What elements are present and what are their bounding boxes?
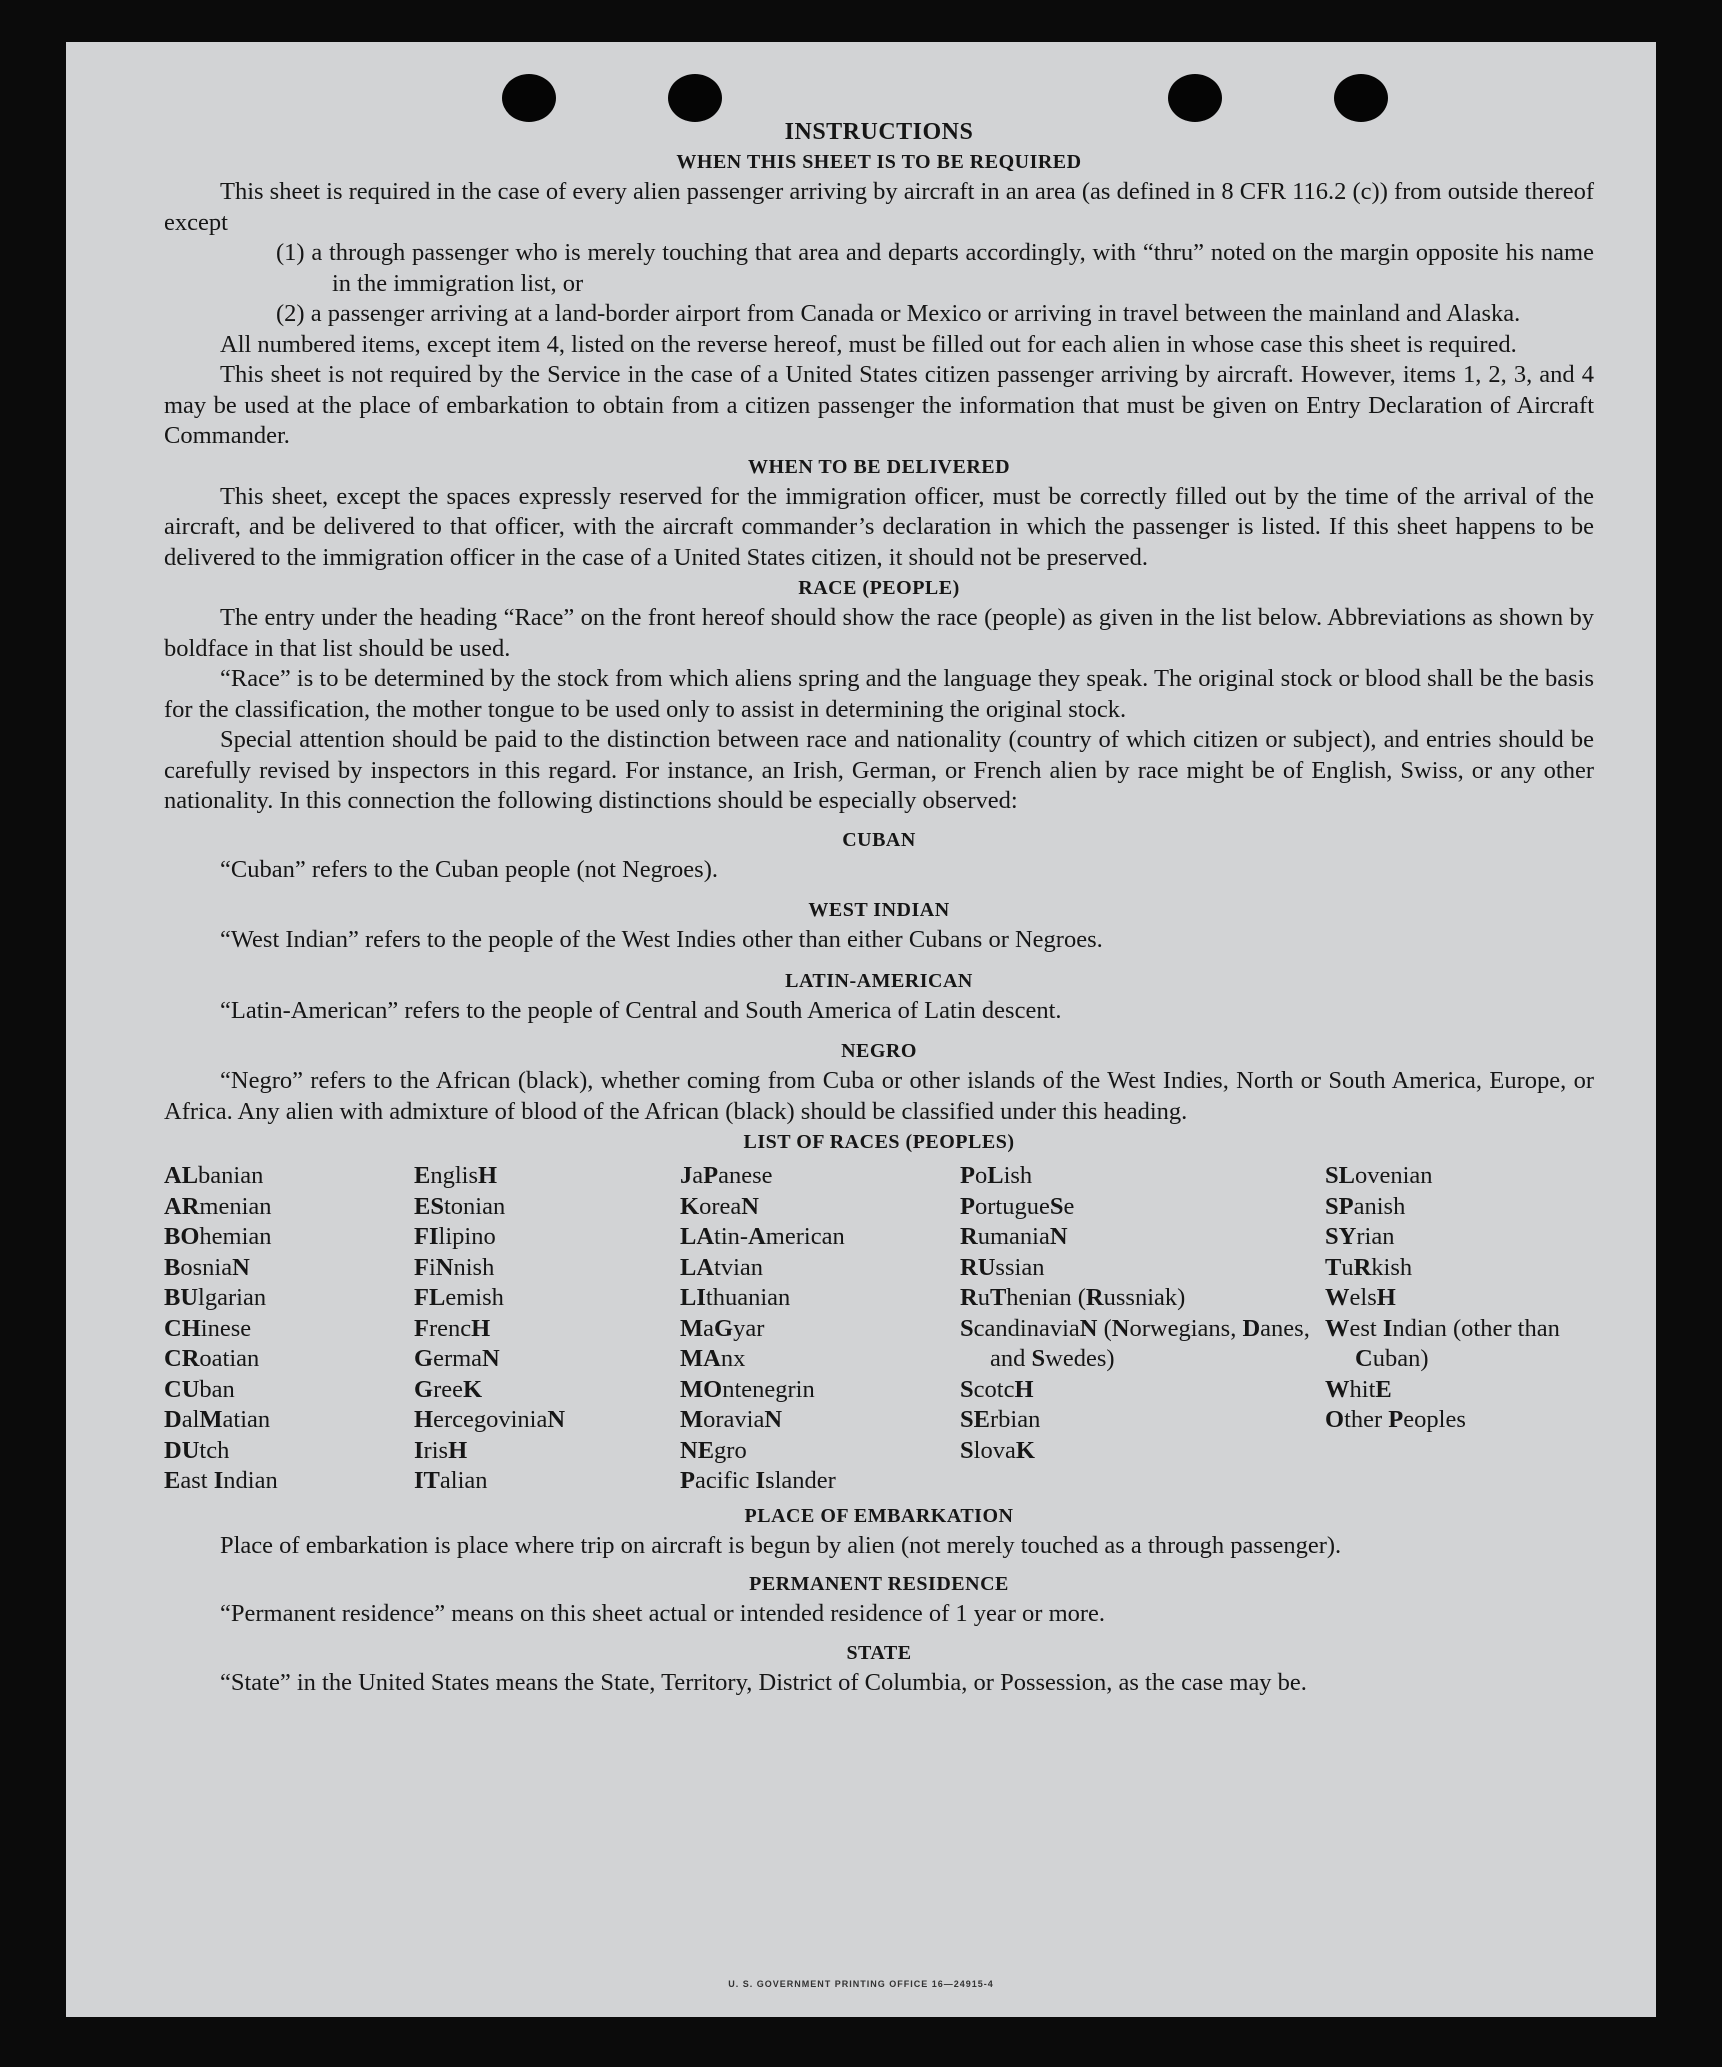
- race-entry: FIlipino: [414, 1223, 496, 1250]
- race-entry: GreeK: [414, 1375, 483, 1403]
- race-entry: East Indian: [164, 1467, 278, 1494]
- punch-hole: [668, 74, 722, 122]
- list-item: (2) a passenger arriving at a land-border airport from Canada or Mexico or arriving in travel between the mainland and Alaska.: [276, 300, 1521, 327]
- paragraph: The entry under the heading “Race” on the front hereof should show the race (people) as given in the list below. Abbreviations as shown by boldface in that list should be used.: [164, 604, 1594, 662]
- race-entry: SYrian: [1325, 1223, 1395, 1250]
- paragraph: “West Indian” refers to the people of the West Indies other than either Cubans or Negroes.: [220, 926, 1103, 953]
- race-entry: West Indian (other than Cuban): [1325, 1314, 1560, 1372]
- race-column: [1325, 1161, 1594, 1497]
- race-entry: CRoatian: [164, 1345, 260, 1372]
- race-list: [164, 1161, 1594, 1497]
- document-sheet: [66, 42, 1656, 2017]
- race-entry: MOntenegrin: [680, 1375, 815, 1403]
- race-entry: DUtch: [164, 1436, 230, 1464]
- paragraph: This sheet, except the spaces expressly reserved for the immigration officer, must be correctly filled out by the time of the arrival of the aircraft, and be delivered to that officer, with the aircraft commander’s declaration in which the passenger is listed. If this sheet happens to be delivered to the immigration officer in the case of a United States citizen, it should not be preserved.: [164, 482, 1594, 571]
- race-entry: FiNnish: [414, 1253, 495, 1281]
- race-entry: BOhemian: [164, 1223, 272, 1250]
- section-heading: PERMANENT RESIDENCE: [749, 1573, 1009, 1595]
- race-entry: DalMatian: [164, 1406, 271, 1433]
- race-entry: SLovenian: [1325, 1162, 1433, 1189]
- race-entry: KoreaN: [680, 1192, 759, 1220]
- race-entry: LAtin-American: [680, 1223, 845, 1250]
- race-entry: ARmenian: [164, 1192, 272, 1220]
- race-entry: TuRkish: [1325, 1253, 1413, 1281]
- race-entry: FrencH: [414, 1314, 491, 1342]
- section-heading: RACE (PEOPLE): [798, 577, 960, 599]
- list-item: (1) a through passenger who is merely touching that area and departs accordingly, with “thru” noted on the margin opposite his name in the immigration list, or: [276, 239, 1594, 297]
- paragraph: “Race” is to be determined by the stock from which aliens spring and the language they speak. The original stock or blood shall be the basis for the classification, the mother tongue to be used only to assist in determining the original stock.: [164, 665, 1594, 723]
- paragraph: This sheet is not required by the Service in the case of a United States citizen passenger arriving by aircraft. However, items 1, 2, 3, and 4 may be used at the place of embarkation to obtain from a citizen passenger the information that must be given on Entry Declaration of Aircraft Commander.: [164, 361, 1594, 449]
- race-column: [960, 1161, 1325, 1497]
- section-heading: LATIN-AMERICAN: [785, 969, 973, 992]
- race-entry: HercegoviniaN: [414, 1406, 566, 1433]
- race-entry: ITalian: [414, 1467, 488, 1494]
- race-entry: ScotcH: [960, 1375, 1034, 1403]
- race-entry: EStonian: [414, 1192, 506, 1220]
- race-entry: MaGyar: [680, 1314, 765, 1342]
- race-entry: RUssian: [960, 1253, 1045, 1281]
- race-entry: NEgro: [680, 1436, 747, 1464]
- race-entry: Other Peoples: [1325, 1406, 1466, 1433]
- punch-hole: [502, 74, 556, 122]
- race-entry: SlovaK: [960, 1436, 1035, 1464]
- printer-imprint: U. S. GOVERNMENT PRINTING OFFICE 16—24915-4: [728, 1979, 994, 1989]
- race-entry: ALbanian: [164, 1162, 264, 1189]
- race-entry: IrisH: [414, 1436, 468, 1464]
- race-entry: WhitE: [1325, 1375, 1392, 1403]
- race-entry: WelsH: [1325, 1284, 1396, 1311]
- race-entry: FLemish: [414, 1284, 504, 1311]
- race-entry: GermaN: [414, 1345, 500, 1372]
- section-heading: WHEN THIS SHEET IS TO BE REQUIRED: [676, 151, 1082, 173]
- punch-hole: [1168, 74, 1222, 122]
- race-entry: PortugueSe: [960, 1192, 1075, 1220]
- paragraph: “State” in the United States means the State, Territory, District of Columbia, or Possession, as the case may be.: [220, 1668, 1307, 1696]
- page-title: INSTRUCTIONS: [784, 119, 974, 145]
- race-entry: SPanish: [1325, 1192, 1406, 1220]
- race-entry: JaPanese: [680, 1162, 773, 1189]
- paragraph: Special attention should be paid to the distinction between race and nationality (country of which citizen or subject), and entries should be carefully revised by inspectors in this regard. For instance, an Irish, German, or French alien by race might be of English, Swiss, or any other nationality. In this connection the following distinctions should be especially observed:: [164, 726, 1594, 814]
- race-entry: CHinese: [164, 1314, 252, 1342]
- section-heading: WHEN TO BE DELIVERED: [747, 455, 1011, 478]
- race-entry: RumaniaN: [960, 1223, 1068, 1250]
- paragraph: “Negro” refers to the African (black), whether coming from Cuba or other islands of the West Indies, North or South America, Europe, or Africa. Any alien with admixture of blood of the African (black) should be classified under this heading.: [164, 1067, 1594, 1125]
- race-entry: MAnx: [680, 1345, 746, 1372]
- paragraph: Place of embarkation is place where trip on aircraft is begun by alien (not merely touched as a through passenger).: [220, 1531, 1342, 1559]
- race-entry: BosniaN: [164, 1253, 250, 1281]
- paragraph: “Latin-American” refers to the people of Central and South America of Latin descent.: [220, 996, 1062, 1024]
- race-entry: RuThenian (Russniak): [960, 1284, 1186, 1311]
- race-entry: Pacific Islander: [680, 1467, 836, 1494]
- race-column: [164, 1161, 414, 1497]
- paragraph: This sheet is required in the case of every alien passenger arriving by aircraft in an area (as defined in 8 CFR 116.2 (c)) from outside thereof except: [164, 178, 1594, 236]
- section-heading: CUBAN: [842, 828, 916, 851]
- paragraph: “Cuban” refers to the Cuban people (not Negroes).: [220, 855, 718, 883]
- race-entry: MoraviaN: [680, 1406, 783, 1433]
- race-entry: LAtvian: [680, 1253, 764, 1281]
- section-heading: WEST INDIAN: [808, 899, 950, 921]
- paragraph: All numbered items, except item 4, listed on the reverse hereof, must be filled out for each alien in whose case this sheet is required.: [220, 330, 1517, 358]
- race-entry: PoLish: [960, 1162, 1033, 1189]
- punch-hole: [1334, 74, 1388, 122]
- section-heading: STATE: [846, 1641, 912, 1664]
- section-heading: LIST OF RACES (PEOPLES): [743, 1131, 1015, 1153]
- race-entry: EnglisH: [414, 1162, 498, 1189]
- race-entry: LIthuanian: [680, 1284, 791, 1311]
- section-heading: PLACE OF EMBARKATION: [744, 1504, 1014, 1527]
- race-column: [414, 1161, 680, 1497]
- race-entry: ScandinaviaN (Norwegians, Danes, and Swedes): [960, 1314, 1310, 1372]
- instructions-body: [164, 117, 1594, 1698]
- section-heading: NEGRO: [841, 1040, 917, 1062]
- race-entry: BUlgarian: [164, 1284, 267, 1311]
- paragraph: “Permanent residence” means on this sheet actual or intended residence of 1 year or more.: [220, 1600, 1106, 1627]
- race-column: [680, 1161, 960, 1497]
- race-entry: CUban: [164, 1375, 235, 1403]
- race-entry: SErbian: [960, 1406, 1041, 1433]
